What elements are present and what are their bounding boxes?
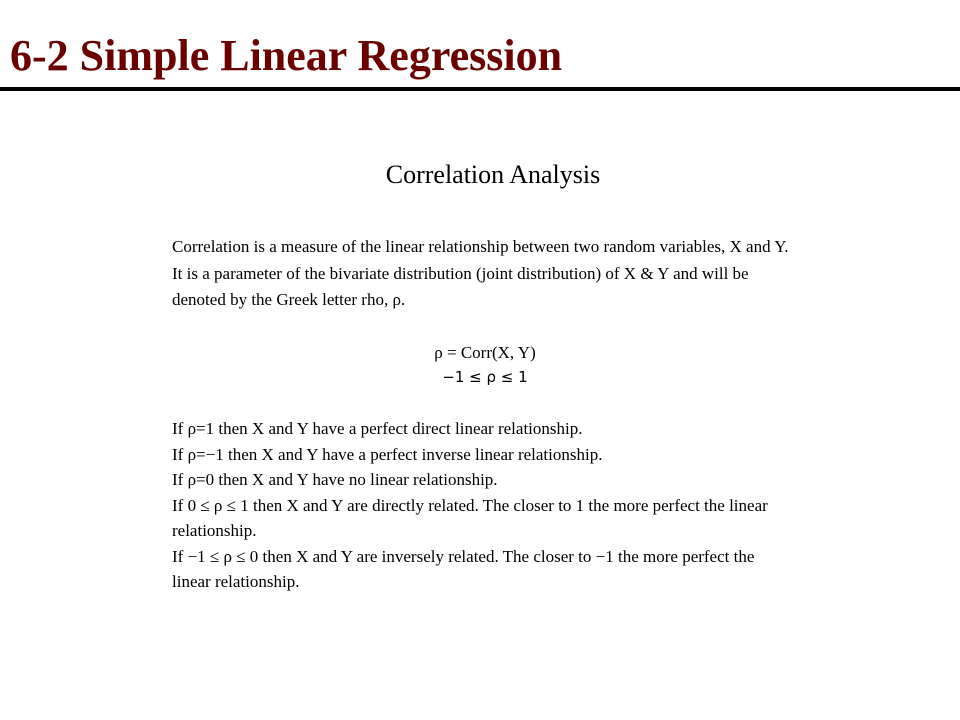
formula-block	[0, 340, 960, 390]
intro-paragraph-block	[172, 234, 792, 314]
rule-item: If ρ=0 then X and Y have no linear relationship.	[172, 470, 498, 489]
rules-list	[172, 416, 794, 595]
title-underline	[0, 87, 960, 91]
rule-item: If 0 ≤ ρ ≤ 1 then X and Y are directly related. The closer to 1 the more perfect the linear relationship.	[172, 495, 768, 540]
rule-item: If −1 ≤ ρ ≤ 0 then X and Y are inversely related. The closer to −1 the more perfect the linear relationship.	[172, 546, 755, 591]
formula-corr: ρ = Corr(X, Y)	[434, 343, 536, 362]
slide-title: 6-2 Simple Linear Regression	[10, 31, 563, 80]
rule-item: If ρ=−1 then X and Y have a perfect inverse linear relationship.	[172, 444, 603, 464]
section-heading: Correlation Analysis	[385, 160, 601, 189]
rule-item: If ρ=1 then X and Y have a perfect direct linear relationship.	[172, 419, 583, 438]
intro-paragraph: Correlation is a measure of the linear relationship between two random variables, X and Y. It is a parameter of the bivariate distribution (joint distribution) of X & Y and will be denoted by the Greek letter rho, ρ.	[172, 237, 789, 309]
formula-range: −1 ≤ ρ ≤ 1	[442, 368, 528, 386]
